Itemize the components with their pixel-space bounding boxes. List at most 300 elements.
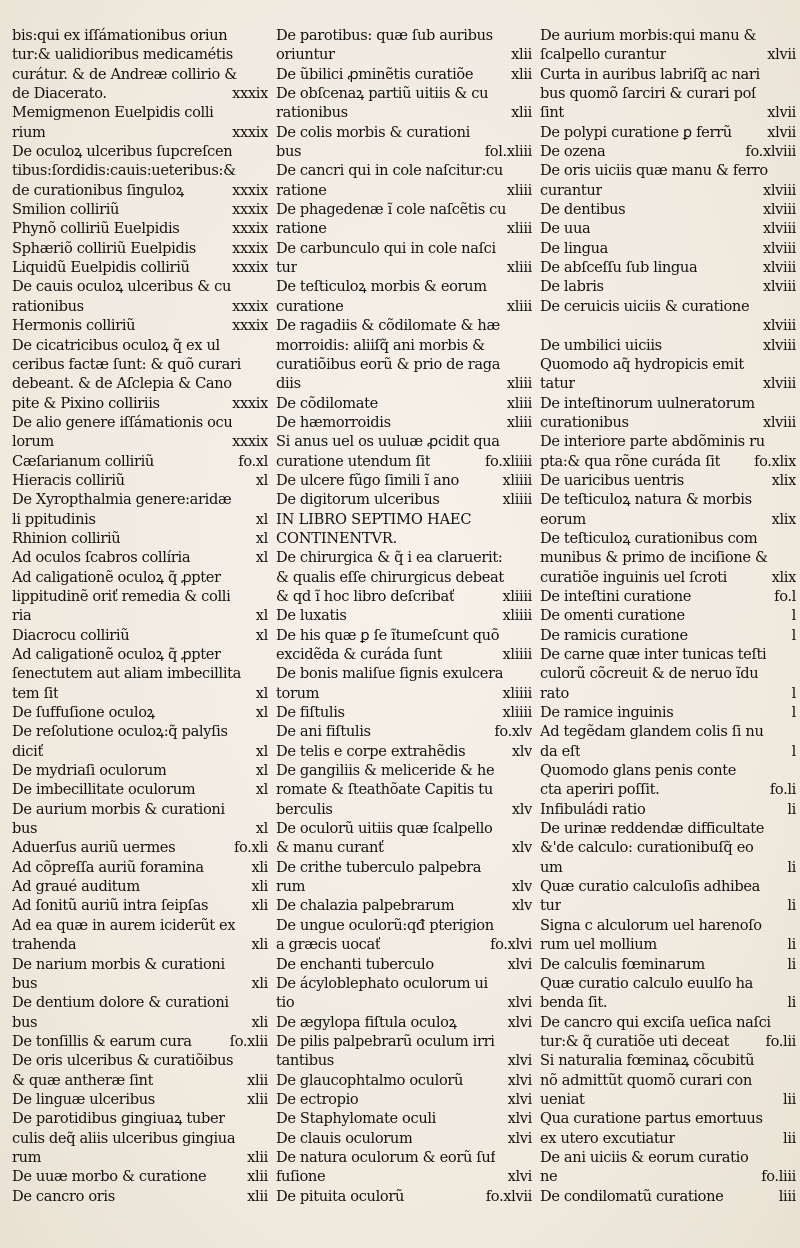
index-entry [540,1109,796,1148]
entry-text: tur [276,259,298,277]
entry-line [12,297,268,316]
entry-text: De ramicis curatione [540,626,688,644]
entry-text: Ad cõpreſſa auriũ foramina [12,858,204,876]
folio-reference: fo.xl [238,452,268,470]
entry-line [540,722,796,741]
entry-text: ratione [276,181,327,199]
entry-line [12,529,268,548]
entry-text: pite & Pixino colliriis [12,394,160,412]
entry-text: &'de calculo: curationibuſq̃ eo [540,839,754,857]
entry-text: De bonis maliſue ſignis exulcera [276,665,504,683]
index-entry [12,800,268,839]
entry-text: bus quomõ ſarciri & curari poſ [540,85,757,103]
index-entry [540,258,796,277]
folio-reference: xli [251,1013,268,1031]
entry-text: curatione utendum ſit [276,452,431,470]
folio-reference: liii [778,1187,796,1205]
entry-line [12,1051,268,1070]
entry-text: bus [12,820,38,838]
folio-reference: xl [255,820,268,838]
folio-reference: xlvi [507,1052,532,1070]
index-entry [540,587,796,606]
entry-line [540,181,796,200]
entry-text: De ulcere fũgo ſimili ĩ ano [276,471,459,489]
entry-text: De ani uiciis & eorum curatio [540,1148,749,1166]
folio-reference: xxxix [232,394,268,412]
entry-line [276,413,532,432]
entry-text: Rhinion colliriũ [12,529,121,547]
folio-reference: li [787,955,796,973]
folio-reference: xxxix [232,239,268,257]
entry-line [12,219,268,238]
index-entry [276,974,532,1013]
entry-text: De colis morbis & curationi [276,123,470,141]
entry-line [540,606,796,625]
entry-line [540,1071,796,1090]
entry-line [540,626,796,645]
index-entry [12,239,268,258]
entry-text: Diacrocu colliriũ [12,626,130,644]
index-entry [12,626,268,645]
entry-text: de curationibus ſinguloꝝ [12,181,184,199]
entry-line [12,548,268,567]
folio-reference: xlv [511,742,532,760]
entry-text: De aurium morbis & curationi [12,800,225,818]
entry-text: Ad ſonitũ auriũ intra ſeipſas [12,897,209,915]
entry-text: De mydriaſi oculorum [12,762,167,780]
entry-text: De urinæ reddendæ difficultate [540,820,765,838]
folio-reference: fo.l [774,587,796,605]
entry-text: De aurium morbis:qui manu & [540,27,757,44]
entry-text: De luxatis [276,607,347,625]
folio-reference: xliiii [502,646,532,663]
entry-line [540,258,796,277]
entry-text: rationibus [276,104,348,122]
entry-text: De ectropio [276,1090,359,1108]
entry-line [276,1109,532,1128]
entry-text: Ad oculos ſcabros collíria [12,549,191,567]
index-entry [12,103,268,142]
entry-text: Phynõ colliriũ Euelpidis [12,220,180,238]
folio-reference: xlvi [507,1090,532,1108]
entry-text: munibus & primo de inciſione & [540,549,768,567]
index-entry [540,65,796,123]
index-entry [276,896,532,915]
entry-line [540,1013,796,1032]
index-entry [12,316,268,335]
index-entry [12,1109,268,1167]
entry-line [276,374,532,393]
entry-text: curantur [540,181,603,199]
entry-text: Qua curatione partus emortuus [540,1110,763,1128]
entry-text: De ani fiſtulis [276,723,371,741]
index-entry [276,1013,532,1032]
index-entry [12,722,268,761]
entry-text: tio [276,994,295,1012]
entry-text: De natura oculorum & eorũ ſuf [276,1148,496,1166]
index-entry [276,1071,532,1090]
folio-reference: xlix [771,568,796,586]
entry-line [540,1129,796,1148]
entry-text: De abſceſſu ſub lingua [540,259,698,277]
entry-line [540,1032,796,1051]
folio-reference: li [787,858,796,876]
entry-text: ceribus factæ ſunt: & quõ curari [12,355,241,373]
entry-text: Infibuládi ratio [540,800,646,818]
index-column-left [12,26,268,1206]
entry-text: De cõdilomate [276,394,378,412]
entry-text: rum [276,878,306,896]
entry-text: tantibus [276,1052,334,1070]
entry-text: De condilomatũ curatione [540,1187,724,1205]
folio-reference: xlvii [767,123,796,141]
entry-line [540,684,796,703]
index-entry [12,916,268,955]
entry-text: romate & ſteathõate Capitis tu [276,781,493,799]
entry-text: De carbunculo qui in cole naſci [276,239,496,257]
entry-line [12,916,268,935]
entry-line [12,239,268,258]
index-entry [12,703,268,722]
entry-text: Quomodo aq̃ hydropicis emit [540,355,744,373]
entry-text: De digitorum ulceribus [276,491,440,509]
index-column-middle [276,26,532,1206]
entry-line [12,200,268,219]
entry-line [276,703,532,722]
index-entry [276,84,532,123]
entry-line [276,394,532,413]
folio-reference: xxxix [232,297,268,315]
folio-reference: xlix [771,510,796,528]
entry-text: De inteſtinorum uulneratorum [540,394,755,412]
folio-reference: xli [251,936,268,954]
entry-line [12,993,268,1012]
entry-line [12,974,268,993]
entry-line [276,896,532,915]
entry-line [540,1167,796,1186]
index-entry [276,1129,532,1148]
entry-line [276,452,532,471]
entry-line [540,239,796,258]
entry-text: torum [276,684,320,702]
folio-reference: xxxix [232,123,268,141]
entry-line [12,587,268,606]
entry-text: culorũ cõcreuit & de neruo ĩdu [540,665,759,683]
entry-text: De uua [540,220,591,238]
entry-line [276,510,532,529]
entry-line [12,568,268,587]
entry-text: tur [540,897,562,915]
index-entry [540,974,796,1013]
index-entry [12,1090,268,1109]
entry-line [276,626,532,645]
folio-reference: xlv [511,878,532,896]
entry-line [276,664,532,683]
index-entry [540,394,796,433]
entry-text: De cauis oculoꝝ ulceribus & cu [12,278,232,296]
entry-text: De oris ulceribus & curatiõibus [12,1052,234,1070]
entry-line [540,703,796,722]
entry-text: De fiſtulis [276,704,345,722]
entry-line [276,277,532,296]
index-entry [276,955,532,974]
index-entry [540,471,796,490]
folio-reference: xl [255,762,268,780]
index-entry [12,761,268,780]
entry-line [276,103,532,122]
folio-reference: xl [255,529,268,547]
entry-text: Ad graué auditum [12,878,140,896]
entry-line [540,1187,796,1206]
entry-line [276,568,532,587]
entry-text: De hæmorroidis [276,413,391,431]
entry-text: ex utero excutiatur [540,1129,676,1147]
entry-line [276,1013,532,1032]
entry-text: lippitudinẽ oriť remedia & colli [12,587,231,605]
entry-line [540,529,796,548]
index-entry [540,26,796,65]
folio-reference: xlii [511,65,532,83]
entry-text: De uuæ morbo & curatione [12,1168,207,1186]
entry-line [540,761,796,780]
entry-line [276,84,532,103]
index-entry [12,413,268,452]
entry-line [12,490,268,509]
index-entry [12,993,268,1032]
folio-reference: xl [255,471,268,489]
folio-reference: xlvi [507,1013,532,1031]
entry-line [12,838,268,857]
folio-reference: xlviii [762,239,796,257]
folio-reference: xlviii [762,181,796,199]
folio-reference: xlvi [507,1110,532,1128]
entry-line [12,1167,268,1186]
index-entry [540,916,796,955]
entry-text: CONTINENTVR. [276,529,398,547]
entry-line [276,316,532,335]
entry-text: De obſcenaꝝ partiũ uitiis & cu [276,85,489,103]
entry-text: Quæ curatio calculo euulſo ha [540,974,754,992]
folio-reference: l [791,607,796,625]
index-entry [12,568,268,626]
folio-reference: xxxix [232,317,268,335]
entry-line [12,45,268,64]
index-entry [276,819,532,858]
entry-text: De carne quæ inter tunicas teſti [540,646,767,663]
folio-reference: xl [255,510,268,528]
index-entry [540,819,796,877]
entry-line [276,65,532,84]
entry-text: De lingua [540,239,609,257]
entry-line [540,142,796,161]
entry-line [276,1187,532,1206]
index-entry [540,703,796,722]
folio-reference: fo.xli [233,839,268,857]
folio-reference: xliiii [502,587,532,605]
entry-text: De umbilici uiciis [540,336,662,354]
entry-line [276,761,532,780]
folio-reference: li [787,994,796,1012]
index-columns [12,26,796,1206]
entry-line [540,800,796,819]
entry-line [540,587,796,606]
index-entry [12,452,268,471]
entry-text: De teſticuloꝝ curationibus com [540,529,758,547]
folio-reference: lii [783,1129,796,1147]
entry-line [540,819,796,838]
index-entry [540,219,796,238]
index-entry [12,219,268,238]
entry-line [12,123,268,142]
entry-line [12,819,268,838]
entry-line [540,413,796,432]
entry-text: De ragadiis & cõdilomate & hæ [276,317,500,335]
entry-line [276,297,532,316]
entry-line [12,258,268,277]
entry-text: trahenda [12,936,77,954]
entry-text: nõ admittũt quomõ curari con [540,1071,752,1089]
index-entry [12,142,268,200]
entry-text: De ægylopa fiſtula oculoꝝ [276,1013,457,1031]
folio-reference: l [791,704,796,722]
entry-line [540,916,796,935]
index-entry [276,161,532,200]
entry-line [12,1032,268,1051]
folio-reference: xl [255,684,268,702]
folio-reference: xxxix [232,433,268,451]
entry-line [276,548,532,567]
entry-text: debeant. & de Aſclepia & Cano [12,375,232,393]
folio-reference: xlvi [507,1071,532,1089]
entry-text: fuſione [276,1168,326,1186]
entry-text: De cicatricibus oculoꝝ q̃ ex ul [12,336,220,354]
folio-reference: li [787,936,796,954]
entry-text: rum [12,1148,42,1166]
entry-text: rum uel mollium [540,936,657,954]
index-entry [276,413,532,432]
index-entry [276,761,532,819]
entry-line [540,65,796,84]
entry-line [540,336,796,355]
entry-line [276,45,532,64]
entry-text: De teſticuloꝝ natura & morbis [540,491,752,509]
entry-line [276,916,532,935]
entry-text: Ad ea quæ in aurem iciderũt ex [12,916,236,934]
entry-line [12,664,268,683]
entry-text: benda ſit. [540,994,608,1012]
entry-line [540,471,796,490]
folio-reference: xlii [247,1071,268,1089]
index-entry [276,1032,532,1071]
entry-line [12,606,268,625]
entry-line [12,935,268,954]
entry-line [12,626,268,645]
folio-reference: fo.xliiii [485,452,532,470]
entry-line [12,355,268,374]
entry-text: Signa c alculorum uel harenoſo [540,916,762,934]
index-entry [540,529,796,587]
folio-reference: xli [251,974,268,992]
folio-reference: xli [251,858,268,876]
entry-text: De parotibus: quæ ſub auribus [276,27,493,44]
entry-line [540,858,796,877]
entry-text: Hermonis colliriũ [12,317,136,335]
entry-line [12,1187,268,1206]
index-entry [12,877,268,896]
index-entry [276,703,532,722]
entry-text: pta:& qua rõne curáda ſit [540,452,721,470]
entry-line [12,394,268,413]
entry-line [540,974,796,993]
index-entry [540,955,796,974]
entry-text: De ungue oculorũ:qđ pterigion [276,916,494,934]
index-entry [540,355,796,394]
entry-line [540,742,796,761]
entry-line [12,722,268,741]
entry-text: Ad tegẽdam glandem colis ſi nu [540,723,764,741]
folio-reference: xlv [511,839,532,857]
index-entry [276,1148,532,1187]
index-entry [276,394,532,413]
folio-reference: xlv [511,897,532,915]
index-entry [12,1051,268,1090]
folio-reference: xxxix [232,259,268,277]
entry-text: De dentium dolore & curationi [12,994,229,1012]
index-entry [12,336,268,413]
index-entry [540,161,796,200]
folio-reference: xlvii [767,46,796,64]
folio-reference: xlviii [762,413,796,431]
entry-line [12,1090,268,1109]
index-entry [540,1148,796,1187]
index-entry [12,548,268,567]
entry-text: diis [276,375,301,393]
entry-text: morroidis: aliiſq̃ ani morbis & [276,336,485,354]
entry-text: ſenectutem aut aliam imbecillita [12,665,241,683]
entry-text: & qualis eſſe chirurgicus debeat [276,568,504,586]
entry-line [540,432,796,451]
entry-text: De parotidibus gingiuaꝝ tuber [12,1110,225,1128]
entry-text: a græcis uocať [276,936,381,954]
entry-text: Memigmenon Euelpidis colli [12,104,214,122]
entry-line [12,84,268,103]
index-entry [12,1032,268,1051]
folio-reference: xlviii [762,336,796,354]
entry-line [12,374,268,393]
index-entry [540,877,796,916]
entry-text: Si anus uel os uuluæ ꝓcidit qua [276,433,500,451]
entry-line [12,432,268,451]
folio-reference: xliii [506,394,532,412]
entry-text: Quomodo glans penis conte [540,762,737,780]
entry-text: De chirurgica & q̃ i ea claruerit: [276,549,503,567]
entry-text: De ácyloblephato oculorum ui [276,974,488,992]
entry-text: De tonſillis & earum cura [12,1032,192,1050]
index-entry [276,65,532,84]
entry-line [540,219,796,238]
entry-line [276,336,532,355]
entry-line [12,161,268,180]
entry-text: bis:qui ex iſſámationibus oriun [12,27,228,44]
folio-reference: l [791,626,796,644]
entry-text: ſint [540,104,564,122]
index-entry [276,239,532,278]
entry-line [276,722,532,741]
folio-reference: xlvii [767,104,796,122]
entry-text: De glaucophtalmo oculorũ [276,1071,464,1089]
entry-line [540,45,796,64]
entry-text: De oris uiciis quæ manu & ferro [540,162,768,180]
